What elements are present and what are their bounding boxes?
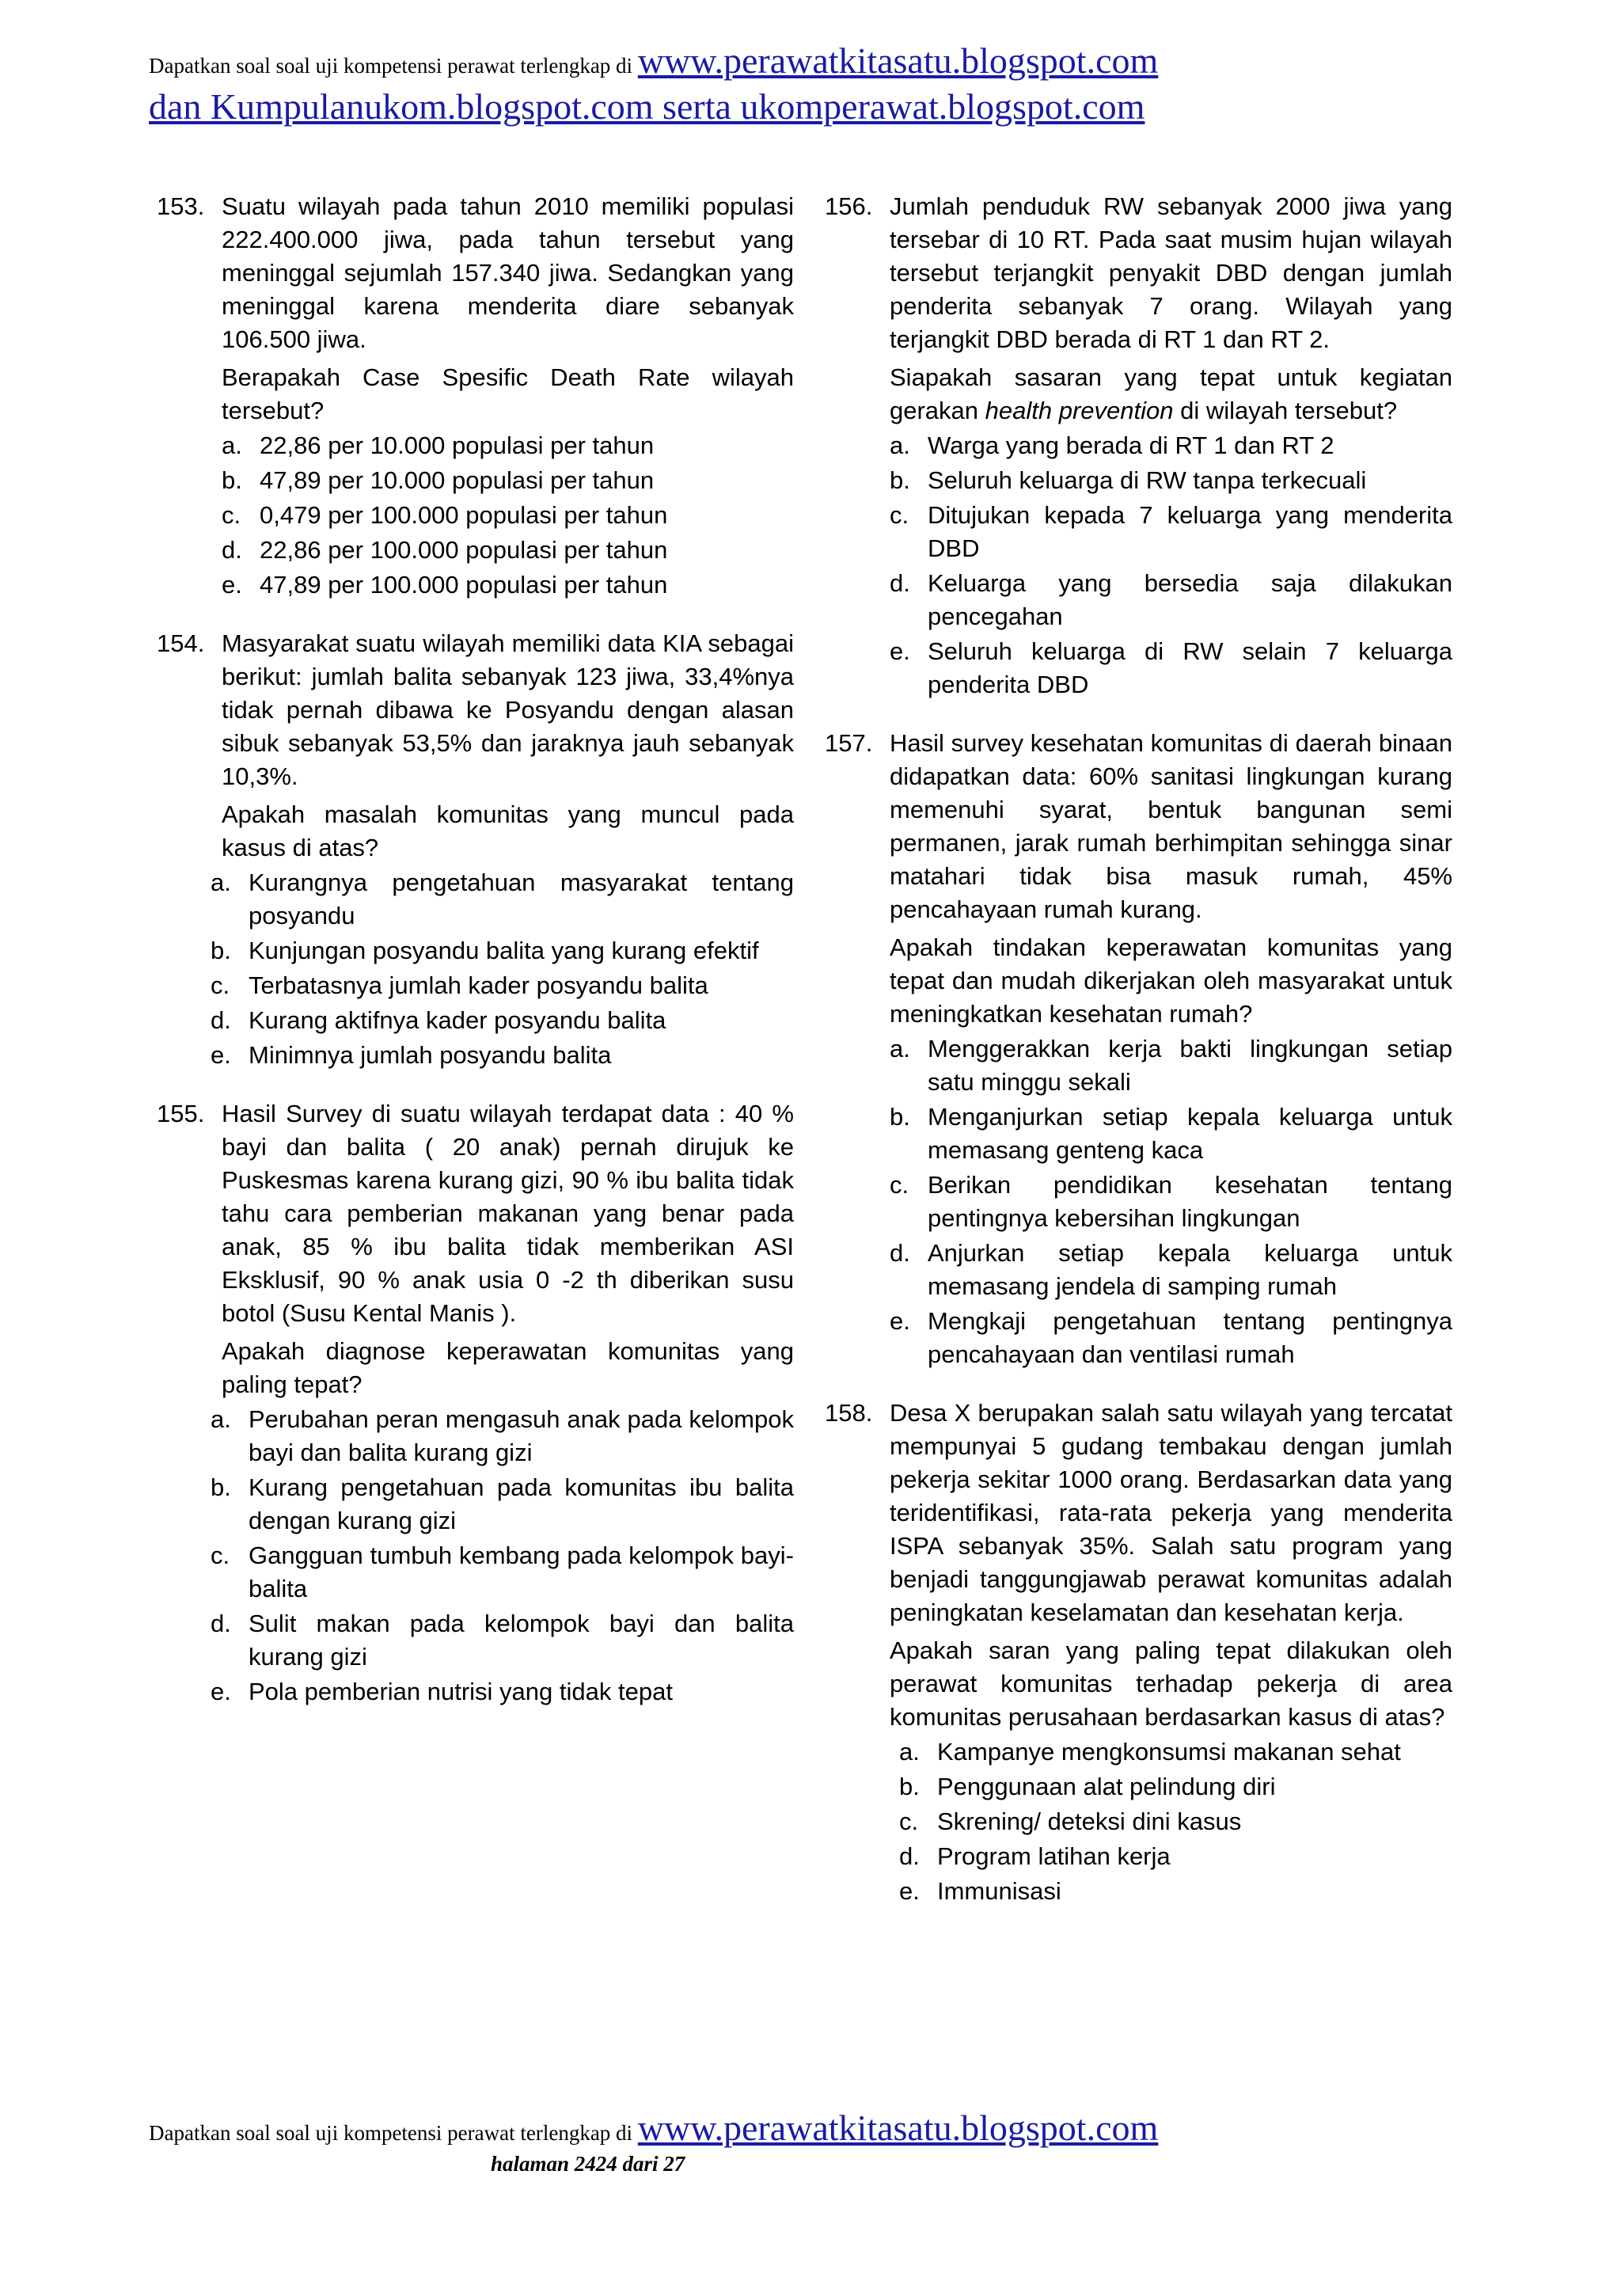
left-column — [157, 190, 794, 1734]
question-ask: Apakah saran yang paling tepat dilakukan oleh perawat komunitas terhadap pekerja di area komunitas perusahaan berdasarkan kasus di atas? — [890, 1636, 1452, 1731]
option-a[interactable]: a. Warga yang berada di RT 1 dan RT 2 — [890, 431, 1334, 459]
question-stem: Desa X berupakan salah satu wilayah yang tercatat mempunyai 5 gudang tembakau dengan jumlah pekerja sekitar 1000 orang. Berdasarkan data yang teridentifikasi, rata-rata pekerja yang menderita ISPA sebanyak 35%. Salah satu program yang benjadi tanggungjawab perawat komunitas adalah peningkatan keselamatan dan kesehatan kerja. — [890, 1399, 1452, 1626]
header-link-perawatkitasatu[interactable]: www.perawatkitasatu.blogspot.com — [637, 40, 1159, 81]
option-a[interactable]: a. Kampanye mengkonsumsi makanan sehat — [899, 1738, 1401, 1766]
question-number: 157. — [825, 729, 873, 757]
option-a[interactable]: a. Menggerakkan kerja bakti lingkungan setiap satu minggu sekali — [890, 1035, 1452, 1096]
page-number: halaman 2424 dari 27 — [491, 2152, 685, 2176]
page-footer — [149, 2106, 1494, 2155]
question-stem: Suatu wilayah pada tahun 2010 memiliki populasi 222.400.000 jiwa, pada tahun tersebut yang meninggal sejumlah 157.340 jiwa. Sedangkan yang meninggal karena menderita diare sebanyak 106.500 jiwa. — [222, 192, 794, 353]
option-c[interactable]: c. Gangguan tumbuh kembang pada kelompok bayi-balita — [211, 1541, 794, 1602]
option-e[interactable]: e. Pola pemberian nutrisi yang tidak tepat — [211, 1678, 673, 1705]
footer-line — [149, 2106, 1494, 2155]
option-c[interactable]: c. Terbatasnya jumlah kader posyandu balita — [211, 971, 708, 999]
option-b[interactable]: b. Kurang pengetahuan pada komunitas ibu balita dengan kurang gizi — [211, 1473, 794, 1534]
footer-link-perawatkitasatu[interactable]: www.perawatkitasatu.blogspot.com — [637, 2108, 1159, 2148]
question-ask: Apakah masalah komunitas yang muncul pada kasus di atas? — [222, 800, 794, 861]
option-d[interactable]: d. Program latihan kerja — [899, 1842, 1171, 1870]
option-d[interactable]: d. Sulit makan pada kelompok bayi dan balita kurang gizi — [211, 1610, 794, 1671]
question-156 — [825, 190, 1452, 703]
question-stem: Masyarakat suatu wilayah memiliki data KIA sebagai berikut: jumlah balita sebanyak 123 jiwa, 33,4%nya tidak pernah dibawa ke Posyandu dengan alasan sibuk sebanyak 53,5% dan jaraknya jauh sebanyak 10,3%. — [222, 629, 794, 790]
question-ask: Apakah diagnose keperawatan komunitas yang paling tepat? — [222, 1337, 794, 1398]
question-ask: Siapakah sasaran yang tepat untuk kegiatan gerakan health prevention di wilayah tersebut? — [890, 363, 1452, 424]
option-e[interactable]: e. Minimnya jumlah posyandu balita — [211, 1041, 612, 1069]
question-number: 155. — [157, 1100, 205, 1127]
option-b[interactable]: b. Seluruh keluarga di RW tanpa terkecuali — [890, 466, 1367, 494]
option-a[interactable]: a. Perubahan peran mengasuh anak pada kelompok bayi dan balita kurang gizi — [211, 1405, 794, 1466]
option-d[interactable]: d. Kurang aktifnya kader posyandu balita — [211, 1006, 666, 1034]
question-158 — [825, 1397, 1452, 1910]
question-number: 154. — [157, 629, 205, 657]
header-line-1 — [149, 40, 1494, 87]
right-column — [825, 190, 1452, 1933]
option-e[interactable]: e. Immunisasi — [899, 1877, 1061, 1905]
question-ask: Apakah tindakan keperawatan komunitas yang tepat dan mudah dikerjakan oleh masyarakat untuk meningkatkan kesehatan rumah? — [890, 933, 1452, 1028]
option-e[interactable]: e. 47,89 per 100.000 populasi per tahun — [222, 571, 668, 599]
question-number: 153. — [157, 192, 205, 220]
footer-prefix: Dapatkan soal soal uji kompetensi perawat terlengkap di — [149, 2121, 633, 2145]
question-stem: Hasil survey kesehatan komunitas di daerah binaan didapatkan data: 60% sanitasi lingkungan kurang memenuhi syarat, bentuk bangunan semi permanen, jarak rumah berhimpitan sehingga sinar matahari tidak bisa masuk rumah, 45% pencahayaan rumah kurang. — [890, 729, 1452, 923]
question-155 — [157, 1097, 794, 1710]
option-d[interactable]: d. Keluarga yang bersedia saja dilakukan pencegahan — [890, 569, 1452, 630]
header-link-line-2[interactable]: dan Kumpulanukom.blogspot.com serta ukomperawat.blogspot.com — [149, 86, 1145, 127]
question-ask: Berapakah Case Spesific Death Rate wilayah tersebut? — [222, 363, 794, 424]
option-c[interactable]: c. Skrening/ deteksi dini kasus — [899, 1808, 1242, 1835]
question-stem: Hasil Survey di suatu wilayah terdapat data : 40 % bayi dan balita ( 20 anak) pernah dirujuk ke Puskesmas karena kurang gizi, 90 % ibu balita tidak tahu cara pemberian makanan yang benar pada anak, 85 % ibu balita tidak memberikan ASI Eksklusif, 90 % anak usia 0 -2 th diberikan susu botol (Susu Kental Manis ). — [222, 1100, 794, 1327]
question-number: 158. — [825, 1399, 873, 1427]
question-stem: Jumlah penduduk RW sebanyak 2000 jiwa yang tersebar di 10 RT. Pada saat musim hujan wilayah tersebut terjangkit penyakit DBD dengan jumlah penderita sebanyak 7 orang. Wilayah yang terjangkit DBD berada di RT 1 dan RT 2. — [890, 192, 1452, 353]
question-number: 156. — [825, 192, 873, 220]
page-header — [149, 40, 1494, 128]
option-c[interactable]: c. Ditujukan kepada 7 keluarga yang menderita DBD — [890, 501, 1452, 562]
option-d[interactable]: d. 22,86 per 100.000 populasi per tahun — [222, 536, 668, 564]
question-157 — [825, 727, 1452, 1373]
option-b[interactable]: b. 47,89 per 10.000 populasi per tahun — [222, 466, 655, 494]
question-154 — [157, 627, 794, 1074]
option-b[interactable]: b. Kunjungan posyandu balita yang kurang efektif — [211, 937, 759, 964]
question-153 — [157, 190, 794, 603]
option-a[interactable]: a. Kurangnya pengetahuan masyarakat tentang posyandu — [211, 869, 794, 929]
option-e[interactable]: e. Seluruh keluarga di RW selain 7 keluarga penderita DBD — [890, 637, 1452, 698]
option-e[interactable]: e. Mengkaji pengetahuan tentang pentingnya pencahayaan dan ventilasi rumah — [890, 1307, 1452, 1368]
header-prefix: Dapatkan soal soal uji kompetensi perawat terlengkap di — [149, 54, 633, 78]
option-d[interactable]: d. Anjurkan setiap kepala keluarga untuk memasang jendela di samping rumah — [890, 1239, 1452, 1300]
option-c[interactable]: c. 0,479 per 100.000 populasi per tahun — [222, 501, 668, 529]
italic-term: health prevention — [985, 397, 1174, 424]
option-a[interactable]: a. 22,86 per 10.000 populasi per tahun — [222, 431, 655, 459]
option-c[interactable]: c. Berikan pendidikan kesehatan tentang pentingnya kebersihan lingkungan — [890, 1171, 1452, 1232]
option-b[interactable]: b. Penggunaan alat pelindung diri — [899, 1773, 1276, 1800]
option-b[interactable]: b. Menganjurkan setiap kepala keluarga untuk memasang genteng kaca — [890, 1103, 1452, 1164]
